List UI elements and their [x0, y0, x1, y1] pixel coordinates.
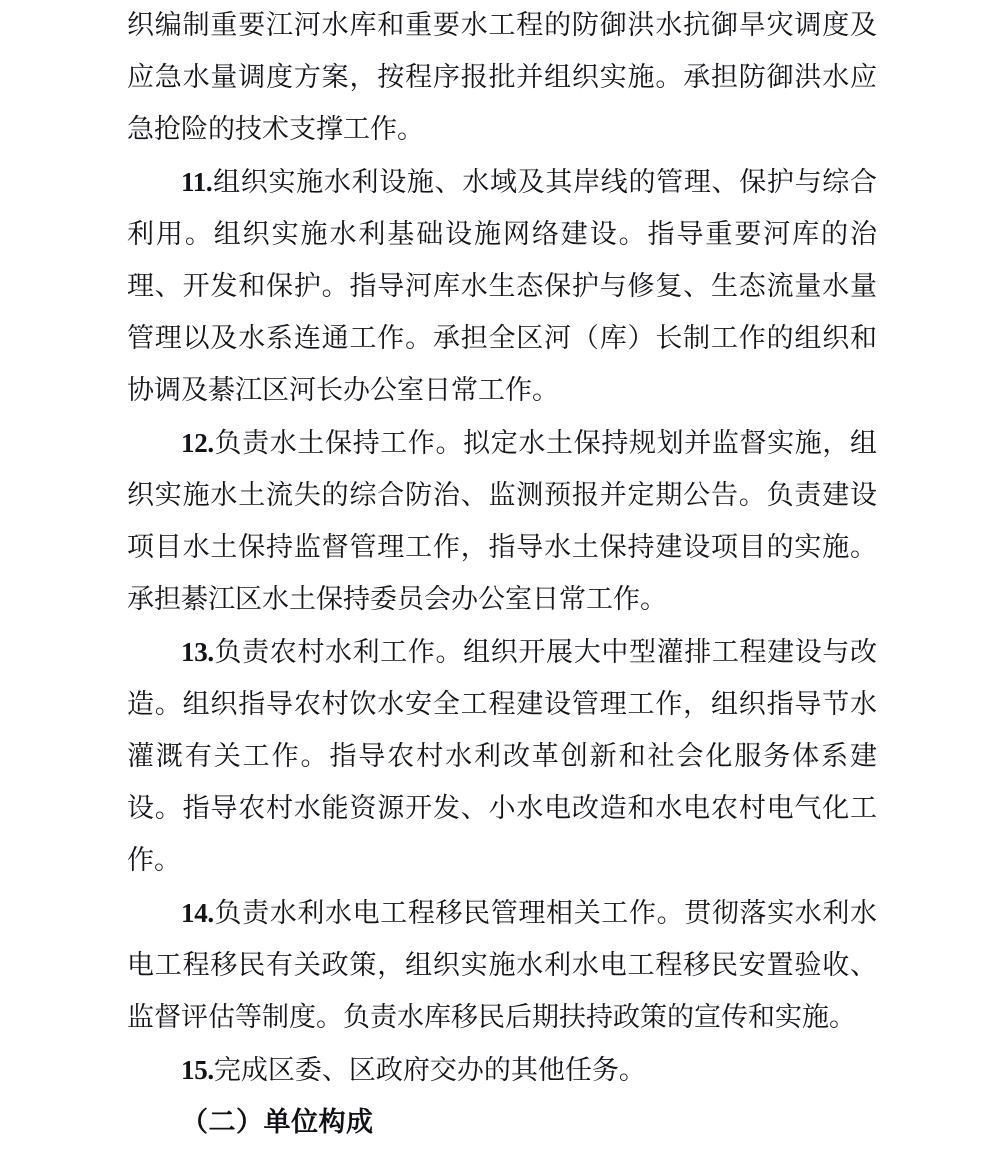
paragraph-text: 负责水利水电工程移民管理相关工作。贯彻落实水利水电工程移民有关政策，组织实施水利水电工程移民安置验收、监督评估等制度。负责水库移民后期扶持政策的宣传和实施。 — [127, 898, 877, 1033]
list-item-number: 12. — [181, 428, 214, 458]
section-heading-unit-composition — [127, 1097, 877, 1149]
document-text-column — [127, 0, 877, 1149]
list-item-12 — [127, 417, 877, 626]
paragraph-text: 组织实施水利设施、水域及其岸线的管理、保护与综合利用。组织实施水利基础设施网络建设。指导重要河库的治理、开发和保护。指导河库水生态保护与修复、生态流量水量管理以及水系连通工作。承担全区河（库）长制工作的组织和协调及綦江区河长办公室日常工作。 — [127, 167, 877, 406]
paragraph-text: 完成区委、区政府交办的其他任务。 — [213, 1055, 646, 1086]
paragraph-text: 织编制重要江河水库和重要水工程的防御洪水抗御旱灾调度及应急水量调度方案，按程序报批并组织实施。承担防御洪水应急抢险的技术支撑工作。 — [127, 10, 877, 145]
list-item-number: 11. — [181, 167, 213, 197]
list-item-14 — [127, 887, 877, 1044]
paragraph-text: 负责水土保持工作。拟定水土保持规划并监督实施，组织实施水土流失的综合防治、监测预报并定期公告。负责建设项目水土保持监督管理工作，指导水土保持建设项目的实施。承担綦江区水土保持委员会办公室日常工作。 — [127, 428, 877, 615]
list-item-number: 15. — [181, 1055, 214, 1085]
list-item-number: 14. — [181, 898, 214, 928]
list-item-number: 13. — [181, 637, 214, 667]
section-heading-text: （二）单位构成 — [181, 1107, 374, 1138]
list-item-15 — [127, 1044, 877, 1097]
paragraph-text: 负责农村水利工作。组织开展大中型灌排工程建设与改造。组织指导农村饮水安全工程建设管理工作，组织指导节水灌溉有关工作。指导农村水利改革创新和社会化服务体系建设。指导农村水能资源开发、小水电改造和水电农村电气化工作。 — [127, 637, 877, 876]
paragraph-continuation — [127, 0, 877, 156]
list-item-13 — [127, 626, 877, 887]
list-item-11 — [127, 156, 877, 417]
